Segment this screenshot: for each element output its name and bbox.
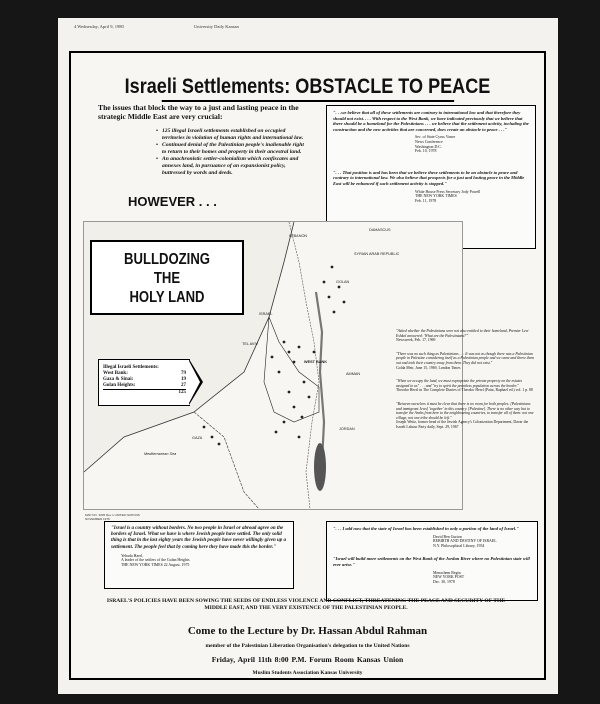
quote-attribution: Sec. of State Cyrus Vance News Conference Washington D.C. Feb. 10, 1978 xyxy=(415,135,456,154)
quote-powell: ". . . That position is and has been that we believe these settlements to be an obstacle to peace and contrary to international law. We also believe that prospects for a just and lasting peace in the Middle East will be enhanced if such settlement activity is stopped." xyxy=(333,169,525,186)
advertisement xyxy=(69,51,546,680)
side-quotes xyxy=(396,329,536,439)
map-label-amman: AMMAN xyxy=(346,372,361,376)
lecture-heading: Come to the Lecture by Dr. Hassan Abdul Rahman xyxy=(187,625,428,637)
however-heading: HOWEVER . . . xyxy=(128,194,217,209)
issue-list xyxy=(156,128,306,177)
side-quote: "Asked whether the Palestinians were not also entitled to their homeland, Premier Levi Eshkol answered: 'What are the Palestinians?'" Newsweek, Feb. 17, 1969 xyxy=(396,329,529,343)
map-label-sea: Mediterranean Sea xyxy=(144,452,177,456)
quote-box-bottom-left xyxy=(104,521,294,589)
policy-banner: ISRAEL'S POLICIES HAVE BEEN SOWING THE SEEDS OF ENDLESS VIOLENCE AND CONFLICT, THREATENING THE PEACE AND SECURITY OF THE MIDDLE EAST, AND THE VERY EXISTENCE OF THE PALESTINIAN PEOPLE. xyxy=(106,598,506,611)
settlement-count-heading: Illegal Israeli Settlements: xyxy=(103,365,159,370)
settlement-row: Golan Heights: 27 xyxy=(103,383,186,388)
side-quote: "Between ourselves it must be clear that there is no room for both peoples. [Palestinians and immigrant Jews] 'together' in this country. [Palestine]. There is no other way but to transfer the Arabs from here to the neighbouring countries, to transfer all of them: not one village, not one tribe should be left." Joseph Weitz, former head of the Jewish Agency's Colonization Department, Davar the Israeli Labour Party daily, Sept. 29, 1967 xyxy=(396,401,534,429)
settlement-row: West Bank: 79 xyxy=(103,371,186,376)
settlement-count-box xyxy=(98,359,190,406)
bulldozing-line: BULLDOZING xyxy=(124,251,210,268)
map-label-gaza: GAZA xyxy=(192,436,203,440)
ad-title: Israeli Settlements: OBSTACLE TO PEACE xyxy=(104,75,511,102)
sponsor: Muslim Students Association Kansas University xyxy=(252,670,363,676)
bulldozing-line: THE xyxy=(153,270,181,287)
quote-attribution: White House Press Secretary Jody Powell THE NEW YORK TIMES Feb. 11, 1978 xyxy=(415,189,481,203)
map-label-golan: GOLAN xyxy=(336,280,350,284)
quote-box-bottom-right xyxy=(326,521,538,601)
issue-item: • An anachronistic settler-colonialism which confiscates and annexes land, in pursuance of an expansionist policy, buttressed by words and deeds. xyxy=(156,156,306,176)
quote-harel: "Israel is a country without borders. No two people in Israel or abroad agree on the borders of Israel. What we have is where Jewish people have settled. The only solid thing is that in the last eighty years the Jewish people have never willingly given up a settlement. The people feel that by coming here they have made this the border." xyxy=(111,526,287,550)
settlement-total: 125 xyxy=(103,389,186,396)
intro-text: The issues that block the way to a just and lasting peace in the strategic Middle East are very crucial: xyxy=(98,103,299,122)
quote-vance: ". . .we believe that all of these settlements are contrary to international law and that therefore they should not exist. . . . With respect to the West Bank, we have indicated previously that we believe that there should be a homeland for the Palestinians . . . we believe that the settlement activity, including the construction and the new activities that are concerned, does create an obstacle to peace . . ." xyxy=(333,110,529,132)
issue-item: • 125 illegal Israeli settlements established on occupied territories in violation of human rights and international law. xyxy=(156,128,306,142)
map-label-jordan: JORDAN xyxy=(339,427,355,431)
quote-begin: "Israel will build more settlements on the West Bank of the Jordan River where no Palestinian state will ever arise." xyxy=(333,556,530,567)
quote-ben-gurion: ". . . I add now that the state of Israel has been established in only a portion of the land of Israel." xyxy=(333,526,519,531)
map-label-damascus: DAMASCUS xyxy=(369,228,391,232)
page-date: 4 Wednesday, April 9, 1980 xyxy=(74,24,124,29)
newspaper-page xyxy=(58,18,558,694)
quote-attribution: David Ben Gurion REBIRTH AND DESTINY OF ISRAEL N.Y. Philosophical Library, 1954 xyxy=(433,534,497,548)
map-label-israel: ISRAEL xyxy=(259,312,273,316)
side-quote: "There was no such thing as Palestinians . . . It was not as though there was a Palestinian people in Palestine considering itself as a Palestinian people and we came and threw them out and took their country away from them. They did not exist." Golda Meir, June 15, 1969, London Times xyxy=(396,351,535,370)
speaker-affiliation: member of the Palestinian Liberation Organisation's delegation to the United Nations xyxy=(205,643,410,649)
quote-attribution: Menachem Begin NEW YORK POST Dec. 30, 1978 xyxy=(433,570,465,584)
issue-item: • Continued denial of the Palestinian people's inalienable right to return to their homes and property in their ancestral land. xyxy=(156,142,306,156)
paper-name: University Daily Kansan xyxy=(194,24,239,29)
bulldozing-line: HOLY LAND xyxy=(129,289,205,306)
event-details: Friday, April 11th 8:00 P.M. Forum Room Kansas Union xyxy=(211,655,404,664)
map-label-west-bank: WEST BANK xyxy=(304,360,327,364)
map-label-tel-aviv: TEL AVIV xyxy=(242,342,259,346)
map-caption: MAP NO. 3005 Rev 1 UNITED NATIONS NOVEMBER 1978 xyxy=(85,513,140,521)
map-label-syria: SYRIAN ARAB REPUBLIC xyxy=(354,252,400,256)
settlement-row: Gaza & Sinai: 19 xyxy=(103,377,186,382)
quote-attribution: Yehuda Harel, A leader of the settlers of the Golan Heights THE NEW YORK TIMES 22 August, 1975 xyxy=(121,553,190,567)
map-label-lebanon: LEBANON xyxy=(289,234,308,238)
side-quote: "When we occupy the land, we must expropriate the private property on the estates assigned to us" . . . and "try to spirit the penniless population across the border." Theodor Herzl in The Complete Diaries of Theodor Herzl (Patai, Raphael ed.) vol. 1 p. 88 xyxy=(396,379,533,393)
bulldozing-box xyxy=(90,240,244,315)
